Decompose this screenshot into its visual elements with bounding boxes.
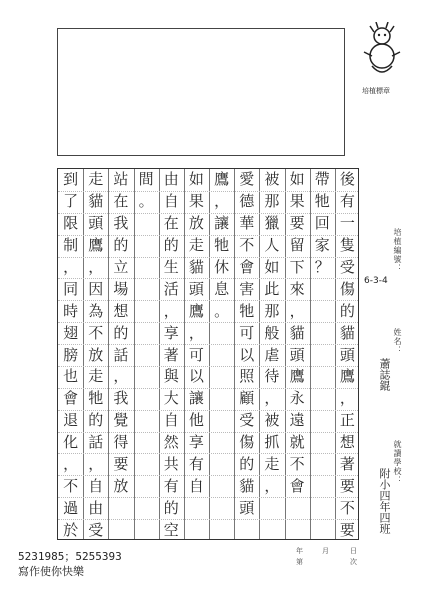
grid-row-line: [58, 322, 358, 323]
handwritten-character: 要: [339, 520, 355, 539]
handwritten-character: 由: [88, 498, 104, 517]
handwritten-character: 制: [63, 236, 79, 255]
handwritten-character: 回: [314, 214, 330, 233]
handwritten-character: 大: [163, 389, 179, 408]
handwritten-character: ，: [163, 301, 179, 320]
handwritten-character: 此: [264, 279, 280, 298]
handwritten-character: 覺: [113, 411, 129, 430]
handwritten-character: ，: [264, 476, 280, 495]
handwritten-character: 息: [214, 279, 230, 298]
slogan: 寫作使你快樂: [18, 565, 84, 578]
handwritten-character: 牠: [88, 389, 104, 408]
handwritten-character: 頭: [188, 279, 204, 298]
handwritten-character: 如: [264, 257, 280, 276]
handwritten-character: 顧: [239, 389, 255, 408]
handwritten-character: 讓: [188, 389, 204, 408]
handwritten-character: 遠: [289, 411, 305, 430]
grid-row-line: [58, 191, 358, 192]
handwritten-character: 受: [339, 257, 355, 276]
handwritten-character: 話: [88, 433, 104, 452]
handwritten-character: 要: [339, 476, 355, 495]
handwritten-character: 我: [113, 214, 129, 233]
grid-row-line: [58, 235, 358, 236]
month-label: 月: [322, 547, 329, 555]
day-label: 日: [350, 547, 357, 555]
handwritten-character: ，: [88, 454, 104, 473]
handwritten-character: 不: [339, 498, 355, 517]
handwritten-character: 享: [163, 323, 179, 342]
handwritten-character: 的: [239, 454, 255, 473]
handwritten-character: 休: [214, 257, 230, 276]
handwritten-character: 一: [339, 214, 355, 233]
handwritten-character: 自: [188, 476, 204, 495]
handwritten-character: 。: [138, 192, 154, 211]
phone-codes: 5231985；5255393: [18, 550, 122, 563]
grid-row-line: [58, 366, 358, 367]
handwritten-character: 得: [113, 433, 129, 452]
handwritten-character: 立: [113, 257, 129, 276]
handwritten-character: 也: [63, 367, 79, 386]
name-value: 蕭誌錕: [378, 358, 391, 391]
handwritten-character: 站: [113, 170, 129, 189]
handwritten-character: 正: [339, 411, 355, 430]
id-label: 培植編號：: [393, 228, 402, 273]
handwritten-character: 著: [339, 454, 355, 473]
handwritten-character: 放: [113, 476, 129, 495]
year-label: 年: [296, 547, 303, 555]
handwritten-character: 如: [188, 170, 204, 189]
handwritten-character: 想: [339, 433, 355, 452]
school-label: 就讀學校：: [393, 440, 402, 485]
handwritten-character: 為: [88, 301, 104, 320]
handwritten-character: ，: [264, 389, 280, 408]
handwritten-character: 走: [188, 236, 204, 255]
handwritten-character: 的: [88, 411, 104, 430]
handwritten-character: 他: [188, 411, 204, 430]
handwritten-character: 可: [188, 345, 204, 364]
handwritten-character: 就: [289, 433, 305, 452]
handwritten-character: 想: [113, 301, 129, 320]
handwritten-character: 有: [188, 454, 204, 473]
handwritten-character: 那: [264, 192, 280, 211]
handwritten-character: 貓: [88, 192, 104, 211]
handwritten-character: 受: [88, 520, 104, 539]
handwritten-character: 不: [63, 476, 79, 495]
handwritten-character: 德: [239, 192, 255, 211]
handwritten-character: 在: [163, 214, 179, 233]
handwritten-character: 要: [289, 214, 305, 233]
handwritten-character: 貓: [239, 476, 255, 495]
handwritten-character: 照: [239, 367, 255, 386]
handwritten-character: 時: [63, 301, 79, 320]
handwritten-character: 走: [264, 454, 280, 473]
grid-row-line: [58, 344, 358, 345]
grid-row-line: [58, 300, 358, 301]
grid-row-line: [58, 519, 358, 520]
handwritten-character: 自: [88, 476, 104, 495]
handwritten-character: 貓: [188, 257, 204, 276]
handwritten-character: ，: [289, 301, 305, 320]
handwritten-character: 人: [264, 236, 280, 255]
handwritten-character: 自: [163, 192, 179, 211]
handwritten-character: 如: [289, 170, 305, 189]
handwritten-character: 牠: [214, 236, 230, 255]
handwritten-character: 讓: [214, 214, 230, 233]
handwritten-character: 放: [188, 214, 204, 233]
handwritten-character: 由: [163, 170, 179, 189]
handwritten-character: ，: [63, 257, 79, 276]
handwritten-character: 翅: [63, 323, 79, 342]
handwritten-character: ？: [314, 257, 330, 276]
handwritten-character: 傷: [239, 433, 255, 452]
handwritten-character: 有: [339, 192, 355, 211]
school-value: 附小四年四班: [378, 468, 391, 534]
grid-row-line: [58, 475, 358, 476]
handwritten-character: 的: [113, 323, 129, 342]
handwritten-character: 著: [163, 345, 179, 364]
handwritten-character: 因: [88, 279, 104, 298]
handwritten-character: ，: [214, 192, 230, 211]
handwritten-character: 不: [88, 323, 104, 342]
handwritten-character: 活: [163, 279, 179, 298]
handwritten-character: 的: [339, 301, 355, 320]
handwritten-character: 頭: [289, 345, 305, 364]
handwritten-character: 鷹: [88, 236, 104, 255]
handwritten-character: 場: [113, 279, 129, 298]
handwritten-character: 走: [88, 170, 104, 189]
handwritten-character: 鷹: [214, 170, 230, 189]
handwritten-character: 後: [339, 170, 355, 189]
handwritten-character: 限: [63, 214, 79, 233]
handwritten-character: 的: [113, 236, 129, 255]
handwritten-character: 頭: [88, 214, 104, 233]
handwritten-character: 待: [264, 367, 280, 386]
handwritten-character: 可: [239, 323, 255, 342]
handwritten-character: 鷹: [289, 367, 305, 386]
handwritten-character: 永: [289, 389, 305, 408]
handwritten-character: 下: [289, 257, 305, 276]
handwritten-character: 虐: [264, 345, 280, 364]
handwritten-character: 帶: [314, 170, 330, 189]
handwritten-character: 會: [239, 257, 255, 276]
grid-row-line: [58, 213, 358, 214]
handwritten-character: 鷹: [339, 367, 355, 386]
handwritten-character: 化: [63, 433, 79, 452]
handwritten-character: 果: [289, 192, 305, 211]
handwritten-character: 般: [264, 323, 280, 342]
handwritten-character: 。: [214, 301, 230, 320]
handwritten-character: 貓: [289, 323, 305, 342]
order-label: 次: [350, 558, 357, 566]
handwritten-character: 會: [289, 476, 305, 495]
handwritten-character: 的: [163, 498, 179, 517]
handwritten-character: 害: [239, 279, 255, 298]
handwritten-character: 貓: [339, 323, 355, 342]
handwritten-character: 生: [163, 257, 179, 276]
handwritten-character: 自: [163, 411, 179, 430]
handwritten-character: 牠: [239, 301, 255, 320]
handwritten-character: 受: [239, 411, 255, 430]
handwritten-character: 退: [63, 411, 79, 430]
handwritten-character: 留: [289, 236, 305, 255]
handwritten-character: 與: [163, 367, 179, 386]
handwritten-character: 然: [163, 433, 179, 452]
handwritten-character: 於: [63, 520, 79, 539]
grid-row-line: [58, 257, 358, 258]
stamp-label: 培植標章: [362, 87, 390, 95]
mascot-stamp-icon: [360, 22, 404, 82]
handwritten-character: ，: [188, 323, 204, 342]
writing-grid: [57, 168, 359, 540]
handwritten-character: 不: [289, 454, 305, 473]
handwritten-character: ，: [63, 454, 79, 473]
handwritten-character: 鷹: [188, 301, 204, 320]
handwritten-character: 被: [264, 411, 280, 430]
handwritten-character: 頭: [339, 345, 355, 364]
handwritten-character: 隻: [339, 236, 355, 255]
grid-row-line: [58, 497, 358, 498]
handwritten-character: 要: [113, 454, 129, 473]
stamp-area: [352, 22, 412, 122]
handwritten-character: 以: [239, 345, 255, 364]
student-info-strip: [362, 168, 412, 540]
handwritten-character: 的: [163, 236, 179, 255]
page-label: 第: [296, 558, 303, 566]
handwritten-character: 享: [188, 433, 204, 452]
handwritten-character: 放: [88, 345, 104, 364]
handwritten-character: 間: [138, 170, 154, 189]
handwritten-character: 在: [113, 192, 129, 211]
name-label: 姓名：: [393, 328, 402, 355]
grid-row-line: [58, 453, 358, 454]
handwritten-character: 華: [239, 214, 255, 233]
handwritten-character: 來: [289, 279, 305, 298]
handwritten-character: 空: [163, 520, 179, 539]
handwritten-character: 過: [63, 498, 79, 517]
comment-box: [57, 28, 345, 156]
handwritten-character: 愛: [239, 170, 255, 189]
id-value: 6-3-4: [364, 276, 388, 286]
handwritten-character: 我: [113, 389, 129, 408]
handwritten-character: 會: [63, 389, 79, 408]
handwritten-character: 到: [63, 170, 79, 189]
handwritten-character: 走: [88, 367, 104, 386]
handwritten-character: 頭: [239, 498, 255, 517]
handwritten-character: 話: [113, 345, 129, 364]
grid-row-line: [58, 410, 358, 411]
handwritten-character: 共: [163, 454, 179, 473]
handwritten-character: 膀: [63, 345, 79, 364]
handwritten-character: 被: [264, 170, 280, 189]
handwritten-character: ，: [88, 257, 104, 276]
handwritten-character: 獵: [264, 214, 280, 233]
grid-row-line: [58, 278, 358, 279]
handwritten-character: 有: [163, 476, 179, 495]
handwritten-character: 抓: [264, 433, 280, 452]
handwritten-character: 了: [63, 192, 79, 211]
handwritten-character: 同: [63, 279, 79, 298]
handwritten-character: 不: [239, 236, 255, 255]
handwritten-character: 那: [264, 301, 280, 320]
handwritten-character: ，: [339, 389, 355, 408]
grid-row-line: [58, 388, 358, 389]
handwritten-character: 牠: [314, 192, 330, 211]
handwritten-character: 果: [188, 192, 204, 211]
grid-column-line: [134, 169, 135, 539]
handwritten-character: 傷: [339, 279, 355, 298]
handwritten-character: 以: [188, 367, 204, 386]
handwritten-character: ，: [113, 367, 129, 386]
handwritten-character: 家: [314, 236, 330, 255]
grid-row-line: [58, 432, 358, 433]
